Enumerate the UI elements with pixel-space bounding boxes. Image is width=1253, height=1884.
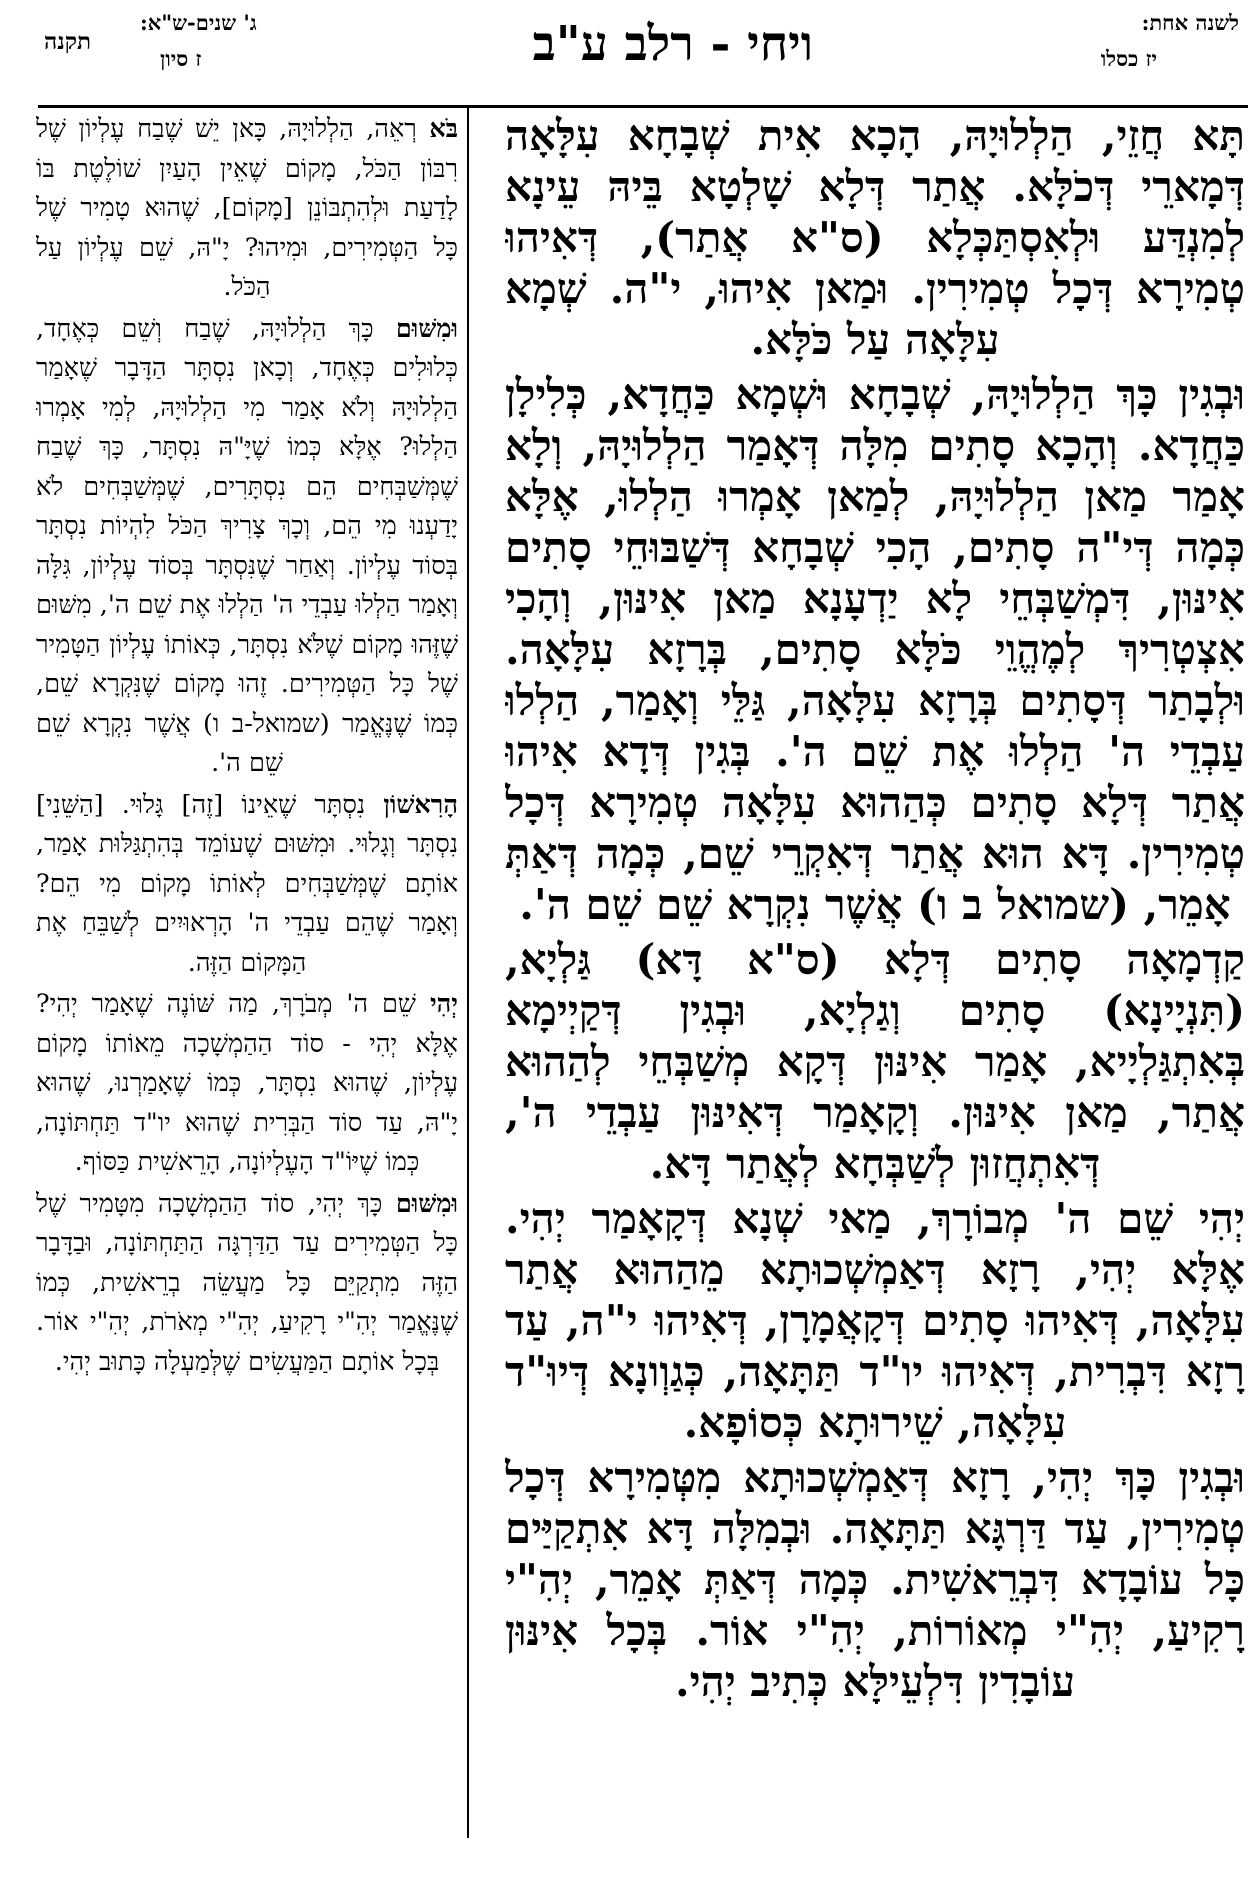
column-divider	[467, 108, 469, 1838]
paragraph	[36, 1185, 458, 1383]
paragraph-lead-word: וּמִשּׁוּם	[395, 1188, 458, 1219]
header-corner-label: תקנה	[44, 28, 92, 55]
header-date-left: ז סיון	[160, 46, 202, 71]
aramaic-main-text	[505, 110, 1245, 1830]
paragraph-lead-word: יְהִי	[1198, 1194, 1245, 1243]
hebrew-translation-text	[36, 110, 458, 1830]
paragraph-lead-word: וּבְגִין	[1178, 1453, 1245, 1502]
paragraph	[36, 786, 458, 984]
paragraph	[505, 369, 1245, 930]
paragraph	[505, 1193, 1245, 1448]
paragraph-text: חֲזֵי, הַלְלוּיָהּ, הָכָא אִית שְׁבָחָא עִלָּאָה דְּמָארֵי דְּכֹלָּא. אֲתַר דְּלָא שָׁלְטָא בֵּיהּ עֵינָא לְמִנְדַּע וּלְאִסְתַּכְּלָא (ס"א אֲתַר), דְּאִיהוּ טְמִירָא דְּכָל טְמִירִין. וּמַאן אִיהוּ, י"ה. שְׁמָא עִלָּאָה עַל כֹּלָּא.	[505, 111, 1245, 364]
paragraph-lead-word: וּמִשּׁוּם	[395, 313, 458, 344]
paragraph	[505, 110, 1245, 365]
paragraph-text: כָּךְ יְהִי, סוֹד הַהַמְשָׁכָה מִטָּמִיר שֶׁל כָּל הַטְּמִירִים עַד הַדַּרְגָּה הַתַּחְתּוֹנָה, וּבַדָּבָר הַזֶּה מִתְקַיֵּם כָּל מַעֲשֵׂה בְרֵאשִׁית, כְּמוֹ שֶׁנֶּאֱמַר יְהִ"י רָקִיעַ, יְהִ"י מְאֹרֹת, יְהִ"י אוֹר. בְּכָל אוֹתָם הַמַּעֲשִׂים שֶׁלְּמַעְלָה כָּתוּב יְהִי.	[36, 1188, 458, 1377]
paragraph-lead-word: קַדְמָאָה	[1126, 935, 1245, 984]
paragraph-text: שֵׁם ה' מְבֹרָךְ, מַה שּׁוֹנֶה שֶׁאָמַר יְהִי? אֶלָּא יְהִי - סוֹד הַהַמְשָׁכָה מֵאוֹתוֹ מָקוֹם עֶלְיוֹן, שֶׁהוּא נִסְתָּר, כְּמוֹ שֶׁאָמַרְנוּ, שֶׁהוּא יָ"הּ, עַד סוֹד הַבְּרִית שֶׁהוּא יו"ד תַּחְתּוֹנָה, כְּמוֹ שֶׁיּוֹ"ד הָעֶלְיוֹנָה, הָרֵאשִׁית כַּסּוֹף.	[36, 989, 458, 1177]
paragraph-text: רְאֵה, הַלְלוּיָהּ, כָּאן יֵשׁ שֶׁבַח עֶלְיוֹן שֶׁל רִבּוֹן הַכֹּל, מָקוֹם שֶׁאֵין הָעַיִן שׁוֹלֶטֶת בּוֹ לָדַעַת וּלְהִתְבּוֹנֵן [מָקוֹם], שֶׁהוּא טָמִיר שֶׁל כָּל הַטְּמִירִים, וּמִיהוּ? יָ"הּ, שֵׁם עֶלְיוֹן עַל הַכֹּל.	[36, 114, 458, 302]
paragraph	[36, 310, 458, 784]
paragraph	[505, 934, 1245, 1189]
header-divider	[38, 105, 1248, 108]
page-title: ויחי - רלב ע"ב	[532, 16, 813, 72]
paragraph-lead-word: יְהִי	[429, 989, 458, 1019]
paragraph-text: נִסְתָּר שֶׁאֵינוֹ [זֶה] גָּלוּי. [הַשֵּׁנִי] נִסְתָּר וְגָלוּי. וּמִשּׁוּם שֶׁעוֹמֵד בְּהִתְגַּלּוּת אָמַר, אוֹתָם שֶׁמְּשַׁבְּחִים לְאוֹתוֹ מָקוֹם מִי הֵם? וְאָמַר שֶׁהֵם עַבְדֵי ה' הָרְאוּיִים לְשַׁבֵּחַ אֶת הַמָּקוֹם הַזֶּה.	[36, 789, 458, 978]
paragraph-text: כָּךְ הַלְלוּיָהּ, שֶׁבַח וְשֵׁם כְּאֶחָד, כְּלוּלִים כְּאֶחָד, וְכָאן נִסְתָּר הַדָּבָר שֶׁאָמַר הַלְלוּיָהּ וְלֹא אָמַר מִי הַלְלוּיָהּ, לְמִי אָמְרוּ הַלְלוּ? אֶלָּא כְּמוֹ שֶׁיָּ"הּ נִסְתָּר, כָּךְ שֶׁבַח שֶׁמְּשַׁבְּחִים הֵם נִסְתָּרִים, שֶׁמְּשַׁבְּחִים לֹא יָדַעְנוּ מִי הֵם, וְכָךְ צָרִיךְ הַכֹּל לִהְיוֹת נִסְתָּר בְּסוֹד עֶלְיוֹן. וְאַחַר שֶׁנִּסְתָּר בְּסוֹד עֶלְיוֹן, גִּלָּה וְאָמַר הַלְלוּ עַבְדֵי ה' הַלְלוּ אֶת שֵׁם ה', מִשּׁוּם שֶׁזֶּהוּ מָקוֹם שֶׁלֹּא נִסְתָּר, כְּאוֹתוֹ עֶלְיוֹן הַטָּמִיר שֶׁל כָּל הַטְּמִירִים. זֶהוּ מָקוֹם שֶׁנִּקְרָא שֵׁם, כְּמוֹ שֶׁנֶּאֱמַר (שמואל-ב ו) אֲשֶׁר נִקְרָא שֵׁם שֵׁם ה'.	[36, 313, 458, 778]
header-three-years-label: ג' שנים-ש"א:	[140, 10, 257, 35]
header-year-label: לשנה אחת:	[1141, 10, 1239, 35]
paragraph-lead-word: וּבְגִין	[1178, 370, 1245, 419]
paragraph-lead-word: הָרִאשׁוֹן	[383, 789, 458, 820]
paragraph	[36, 985, 458, 1183]
paragraph-text: כָּךְ הַלְלוּיָהּ, שְׁבָחָא וּשְׁמָא כַּחֲדָא, כְּלִילָן כַּחֲדָא. וְהָכָא סָתִים מִלָּה דְּאָמַר הַלְלוּיָהּ, וְלָא אָמַר מַאן הַלְלוּיָהּ, לְמַאן אָמְרוּ הַלְלוּ, אֶלָּא כְּמָה דְּי"ה סָתִים, הָכִי שְׁבָחָא דְּשַׁבּוּחֵי סָתִים אִינּוּן, דִּמְשַׁבְּחֵי לָא יַדְעָנָא מַאן אִינּוּן, וְהָכִי אִצְטְרִיךְ לְמֶהֱוֵי כֹּלָּא סָתִים, בְּרָזָא עִלָּאָה. וּלְבָתַר דְּסָתִים בְּרָזָא עִלָּאָה, גַּלֵּי וְאָמַר, הַלְלוּ עַבְדֵי ה' הַלְלוּ אֶת שֵׁם ה'. בְּגִין דְּדָא אִיהוּ אֲתַר דְּלָא סָתִים כְּהַהוּא עִלָּאָה טְמִירָא דְּכָל טְמִירִין. דָּא הוּא אֲתַר דְּאִקְרֵי שֵׁם, כְּמָה דְּאַתְּ אָמֵר, (שמואל ב ו) אֲשֶׁר נִקְרָא שֵׁם שֵׁם ה'.	[505, 370, 1245, 929]
paragraph-lead-word: בֹּא	[429, 114, 458, 144]
paragraph-text: כָּךְ יְהִי, רָזָא דְּאַמְשְׁכוּתָא מִטְּמִירָא דְּכָל טְמִירִין, עַד דַּרְגָּא תַּתָּאָה. וּבְמִלָּה דָּא אִתְקַיַּים כָּל עוֹבָדָא דִּבְרֵאשִׁית. כְּמָה דְּאַתְּ אָמֵר, יְהִ"י רָקִיעַ, יְהִ"י מְאוֹרוֹת, יְהִ"י אוֹר. בְּכָל אִינּוּן עוֹבָדִין דִּלְעֵילָּא כְּתִיב יְהִי.	[505, 1453, 1245, 1706]
header-date-right: יז כסלו	[1100, 46, 1157, 71]
paragraph	[36, 110, 458, 308]
paragraph	[505, 1452, 1245, 1707]
paragraph-lead-word: תָּא	[1192, 111, 1245, 160]
paragraph-text: שֵׁם ה' מְבוֹרָךְ, מַאי שְׁנָא דְּקָאָמַר יְהִי. אֶלָּא יְהִי, רָזָא דְּאַמְשְׁכוּתָא מֵהַהוּא אֲתַר עִלָּאָה, דְּאִיהוּ סָתִים דְּקָאֲמָרָן, דְּאִיהוּ י"ה, עַד רָזָא דִּבְרִית, דְּאִיהוּ יו"ד תַּתָּאָה, כְּגַוְונָא דְּיוּ"ד עִלָּאָה, שֵׁירוּתָא כְּסוֹפָא.	[505, 1194, 1245, 1447]
paragraph-text: סָתִים דְּלָא (ס"א דָּא) גַּלְיָא, (תִּנְיָינָא) סָתִים וְגַלְיָא, וּבְגִין דְּקַיְימָא בְּאִתְגַּלְיָיא, אָמַר אִינּוּן דְּקָא מְשַׁבְּחֵי לְהַהוּא אֲתַר, מַאן אִינּוּן. וְקָאָמַר דְּאִינּוּן עַבְדֵי ה', דְּאִתְחֲזוּן לְשַׁבְּחָא לְאֲתַר דָּא.	[505, 935, 1245, 1188]
